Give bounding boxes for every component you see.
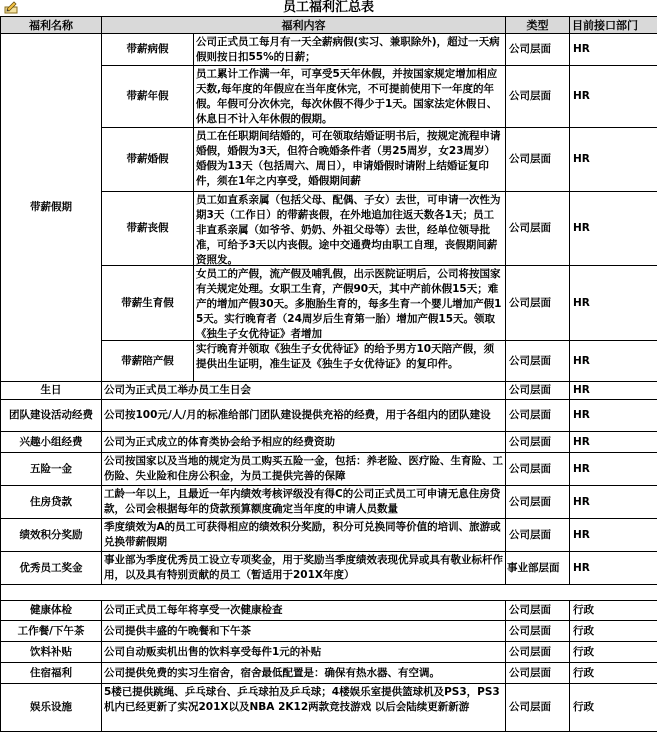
item-type: 公司层面 bbox=[506, 128, 570, 192]
item-dept: HR bbox=[570, 552, 657, 585]
header-dept: 目前接口部门 bbox=[570, 17, 657, 34]
item-type: 公司层面 bbox=[506, 601, 570, 621]
item-name: 兴趣小组经费 bbox=[1, 432, 102, 453]
item-name: 饮料补贴 bbox=[1, 642, 102, 663]
benefits-table bbox=[0, 16, 657, 732]
item-name: 绩效积分奖励 bbox=[1, 519, 102, 552]
category-cell: 带薪假期 bbox=[1, 34, 102, 382]
item-dept: 行政 bbox=[570, 621, 657, 642]
table-row bbox=[1, 601, 657, 621]
item-type: 公司层面 bbox=[506, 432, 570, 453]
item-content-text: 员工累计工作满一年，可享受5天年休假，并按国家规定增加相应天数,每年度的年假应在当年度休完，不可提前使用下一年度的年假。年假可分次休完，每次休假不得少于1天。国家法定休假日、休息日不计入年休假的假期。 bbox=[196, 67, 498, 125]
table-row bbox=[1, 453, 657, 486]
item-type: 公司层面 bbox=[506, 663, 570, 684]
title-row bbox=[0, 0, 657, 16]
item-content bbox=[194, 192, 506, 266]
item-content: 公司为正式成立的体育类协会给予相应的经费资助 bbox=[102, 432, 506, 453]
page-title: 员工福利汇总表 bbox=[282, 0, 374, 15]
item-dept: HR bbox=[570, 486, 657, 519]
item-name: 工作餐/下午茶 bbox=[1, 621, 102, 642]
item-name: 住宿福利 bbox=[1, 663, 102, 684]
item-name: 生日 bbox=[1, 382, 102, 400]
item-dept: 行政 bbox=[570, 601, 657, 621]
item-content bbox=[102, 684, 506, 732]
item-name: 五险一金 bbox=[1, 453, 102, 486]
item-content bbox=[194, 66, 506, 128]
header-name: 福利名称 bbox=[1, 17, 102, 34]
item-dept: HR bbox=[570, 34, 657, 66]
item-content bbox=[194, 341, 506, 382]
item-dept: HR bbox=[570, 341, 657, 382]
blank-row bbox=[1, 585, 657, 601]
item-type: 公司层面 bbox=[506, 400, 570, 432]
item-name: 带薪婚假 bbox=[102, 128, 194, 192]
item-content-text: 实行晚育并领取《独生子女优待证》的给予男方10天陪产假，须提供出生证明，准生证及《独生子女优待证》的复印件。 bbox=[196, 342, 495, 370]
table-row bbox=[1, 400, 657, 432]
item-dept: HR bbox=[570, 266, 657, 341]
item-content-text: 公司正式员工每月有一天全薪病假(实习、兼职除外)，超过一天病假则按日扣55%的日薪； bbox=[196, 35, 500, 63]
item-dept: HR bbox=[570, 519, 657, 552]
item-name: 带薪陪产假 bbox=[102, 341, 194, 382]
item-content-text: 员工如直系亲属（包括父母、配偶、子女）去世，可申请一次性为期3天（工作日）的带薪丧假，在外地追加往返天数各1天；员工非直系亲属（如爷爷、奶奶、外祖父母等）去世，经单位领导批准，可给予3天以内丧假。途中交通费均由职工自理，丧假期间薪资照发。 bbox=[196, 193, 501, 265]
table-row bbox=[1, 552, 657, 585]
item-content: 公司提供免费的实习生宿舍，宿舍最低配置是：确保有热水器、有空调。 bbox=[102, 663, 506, 684]
item-dept: HR bbox=[570, 432, 657, 453]
item-type: 公司层面 bbox=[506, 519, 570, 552]
item-type: 公司层面 bbox=[506, 684, 570, 732]
item-name: 健康体检 bbox=[1, 601, 102, 621]
item-content-text: 5楼已提供跳绳、乒乓球台、乒乓球拍及乒乓球；4楼娱乐室提供篮球机及PS3，PS3机内已经更新了实况201X以及NBA 2K12两款竞技游戏 以后会陆续更新新游 bbox=[104, 685, 500, 713]
item-dept: HR bbox=[570, 382, 657, 400]
blank-cell bbox=[570, 585, 657, 601]
item-name: 带薪丧假 bbox=[102, 192, 194, 266]
item-dept: HR bbox=[570, 66, 657, 128]
item-dept: 行政 bbox=[570, 684, 657, 732]
item-dept: HR bbox=[570, 192, 657, 266]
item-content-text: 员工在任职期间结婚的，可在领取结婚证明书后，按规定流程申请婚假，婚假为3天，但符合晚婚条件者（男25周岁，女23周岁）婚假为13天（包括周六、周日），申请婚假时请附上结婚证复印件，须在1年之内享受，婚假期间薪 bbox=[196, 129, 501, 187]
item-name: 优秀员工奖金 bbox=[1, 552, 102, 585]
item-type: 公司层面 bbox=[506, 382, 570, 400]
item-dept: 行政 bbox=[570, 642, 657, 663]
item-dept: 行政 bbox=[570, 663, 657, 684]
item-dept: HR bbox=[570, 128, 657, 192]
table-row bbox=[1, 684, 657, 732]
item-type: 公司层面 bbox=[506, 266, 570, 341]
item-content: 事业部为季度优秀员工设立专项奖金，用于奖励当季度绩效表现优异或具有敬业标杆作用，以及具有特别贡献的员工（暂适用于201X年度） bbox=[102, 552, 506, 585]
header-content: 福利内容 bbox=[102, 17, 506, 34]
item-content bbox=[194, 266, 506, 341]
item-name: 团队建设活动经费 bbox=[1, 400, 102, 432]
item-content: 公司自动贩卖机出售的饮料享受每件1元的补贴 bbox=[102, 642, 506, 663]
header-type: 类型 bbox=[506, 17, 570, 34]
item-content: 季度绩效为A的员工可获得相应的绩效积分奖励，积分可兑换同等价值的培训、旅游或兑换带薪假期 bbox=[102, 519, 506, 552]
blank-cell bbox=[1, 585, 102, 601]
table-row bbox=[1, 663, 657, 684]
item-content: 公司为正式员工举办员工生日会 bbox=[102, 382, 506, 400]
item-type: 公司层面 bbox=[506, 621, 570, 642]
table-row bbox=[1, 432, 657, 453]
table-row bbox=[1, 519, 657, 552]
blank-cell bbox=[506, 585, 570, 601]
item-type: 公司层面 bbox=[506, 642, 570, 663]
item-name: 带薪病假 bbox=[102, 34, 194, 66]
item-type: 公司层面 bbox=[506, 341, 570, 382]
item-dept: HR bbox=[570, 453, 657, 486]
table-row bbox=[1, 621, 657, 642]
item-type: 公司层面 bbox=[506, 453, 570, 486]
header-row bbox=[1, 17, 657, 34]
item-content: 工龄一年以上，且最近一年内绩效考核评级没有得C的公司正式员工可申请无息住房贷款，公司会根据每年的贷款预算额度确定当年度的申请人员数量 bbox=[102, 486, 506, 519]
item-type: 公司层面 bbox=[506, 192, 570, 266]
item-name: 带薪生育假 bbox=[102, 266, 194, 341]
item-type: 公司层面 bbox=[506, 66, 570, 128]
item-type: 公司层面 bbox=[506, 34, 570, 66]
item-content: 公司正式员工每年将享受一次健康检查 bbox=[102, 601, 506, 621]
item-content: 公司提供丰盛的午晚餐和下午茶 bbox=[102, 621, 506, 642]
item-name: 带薪年假 bbox=[102, 66, 194, 128]
item-content bbox=[194, 34, 506, 66]
table-row bbox=[1, 382, 657, 400]
item-content: 公司按国家以及当地的规定为员工购买五险一金，包括：养老险、医疗险、生育险、工伤险、失业险和住房公积金，为员工提供完善的保障 bbox=[102, 453, 506, 486]
item-type: 事业部层面 bbox=[506, 552, 570, 585]
item-content: 公司按100元/人/月的标准给部门团队建设提供充裕的经费，用于各组内的团队建设 bbox=[102, 400, 506, 432]
table-row bbox=[1, 642, 657, 663]
item-content-text: 女员工的产假，流产假及哺乳假，出示医院证明后，公司将按国家有关规定处理。女职工生育，产假90天，其中产前休假15天；难产的增加产假30天。多胞胎生育的，每多生育一个婴儿增加产假15天。实行晚育者（24周岁后生育第一胎）增加产假15天。领取《独生子女优待证》者增加 bbox=[196, 267, 502, 340]
item-name: 住房贷款 bbox=[1, 486, 102, 519]
item-name: 娱乐设施 bbox=[1, 684, 102, 732]
item-dept: HR bbox=[570, 400, 657, 432]
item-content bbox=[194, 128, 506, 192]
table-row bbox=[1, 486, 657, 519]
table-row bbox=[1, 34, 657, 66]
item-type: 公司层面 bbox=[506, 486, 570, 519]
blank-cell bbox=[102, 585, 506, 601]
